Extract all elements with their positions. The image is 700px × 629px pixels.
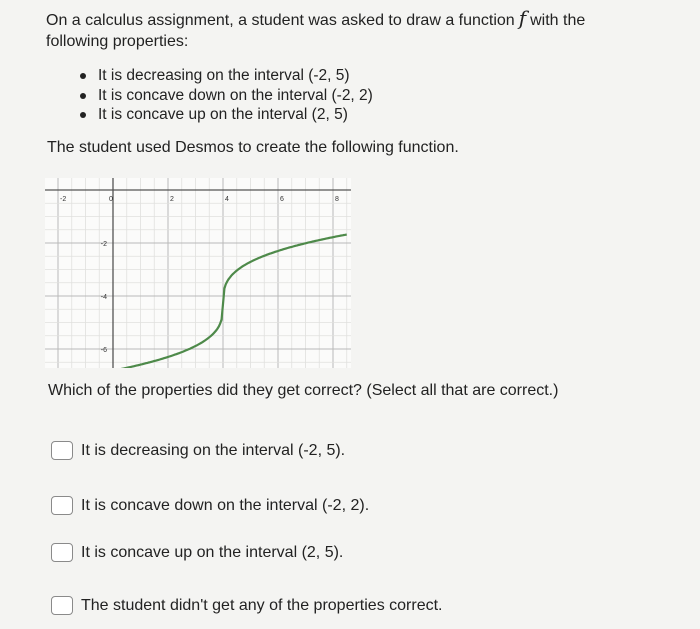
option-label: It is concave up on the interval (2, 5).	[81, 543, 344, 561]
desmos-sentence: The student used Desmos to create the following function.	[47, 139, 459, 156]
problem-intro	[46, 8, 646, 52]
x-tick-label: 6	[280, 196, 284, 203]
question-text: Which of the properties did they get correct? (Select all that are correct.)	[48, 382, 559, 399]
answer-option-1[interactable]	[51, 441, 345, 460]
function-symbol: f	[518, 6, 527, 30]
graph-svg	[45, 178, 351, 368]
property-item: It is decreasing on the interval (-2, 5)	[80, 66, 373, 86]
option-label: It is decreasing on the interval (-2, 5).	[81, 441, 346, 459]
x-tick-label: 8	[335, 196, 339, 203]
y-tick-label: -4	[100, 294, 107, 301]
property-item: It is concave down on the interval (-2, 2)	[80, 86, 373, 106]
answer-option-2[interactable]	[51, 496, 369, 515]
answer-option-3[interactable]	[51, 543, 343, 562]
checkbox[interactable]	[51, 496, 73, 515]
checkbox[interactable]	[51, 543, 73, 562]
function-curve	[50, 235, 347, 369]
checkbox[interactable]	[51, 441, 73, 460]
option-label: It is concave down on the interval (-2, 2).	[81, 496, 370, 514]
y-tick-label: -6	[100, 347, 107, 354]
desmos-graph	[45, 178, 351, 368]
x-tick-label: 4	[225, 196, 229, 203]
property-item: It is concave up on the interval (2, 5)	[80, 105, 373, 125]
intro-text-continued: with the	[530, 12, 586, 29]
answer-option-4[interactable]	[51, 596, 442, 615]
y-tick-label: -2	[100, 241, 107, 248]
x-tick-label: -2	[60, 196, 67, 203]
x-tick-label: 0	[109, 196, 113, 203]
x-tick-label: 2	[170, 196, 174, 203]
property-list	[80, 66, 373, 125]
checkbox[interactable]	[51, 596, 73, 615]
option-label: The student didn't get any of the properties correct.	[81, 596, 443, 614]
intro-text: On a calculus assignment, a student was asked to draw a function	[46, 12, 515, 29]
gridlines	[45, 178, 351, 368]
intro-text-line2: following properties:	[46, 33, 189, 50]
